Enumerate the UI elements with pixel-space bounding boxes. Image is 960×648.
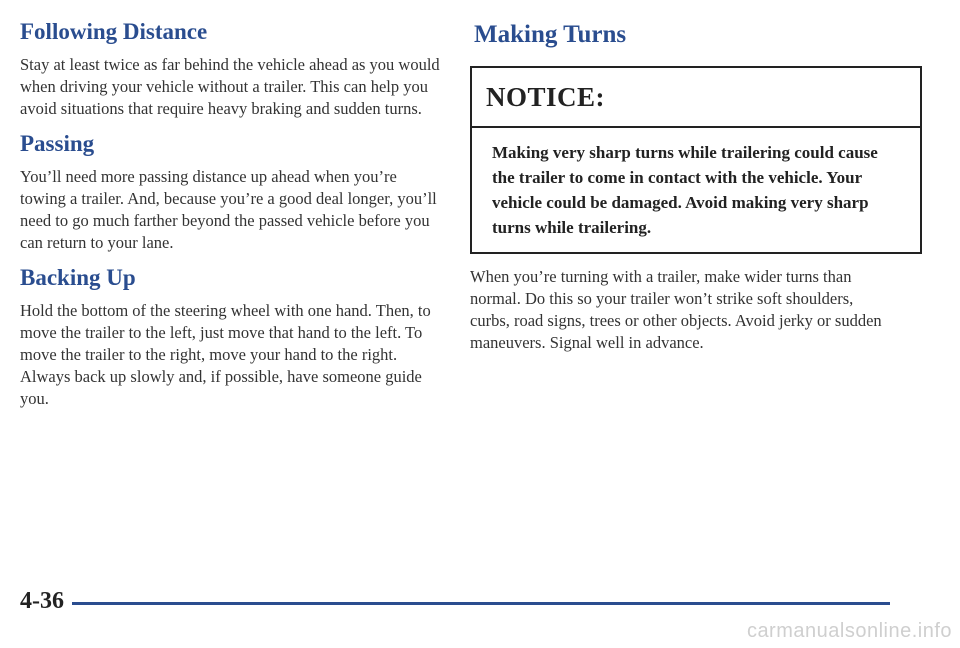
making-turns-text: When you’re turning with a trailer, make wider turns than normal. Do this so your trailer won’t strike soft shoulders, curbs, road signs, trees or other objects. Avoid jerky or sudden maneuvers. Signal well in advance. <box>470 267 882 352</box>
notice-header <box>472 68 920 128</box>
backing-up-section <box>20 264 440 410</box>
passing-section <box>20 130 440 254</box>
backing-up-heading: Backing Up <box>20 265 136 290</box>
notice-box <box>470 66 922 254</box>
making-turns-heading: Making Turns <box>474 21 627 48</box>
passing-heading: Passing <box>20 131 95 156</box>
passing-text: You’ll need more passing distance up ahead when you’re towing a trailer. And, because you’re a good deal longer, you’ll need to go much farther beyond the passed vehicle before you can return to your lane. <box>20 167 437 252</box>
following-distance-heading: Following Distance <box>20 19 208 44</box>
following-distance-section <box>20 18 440 120</box>
notice-body <box>472 128 920 252</box>
following-distance-text: Stay at least twice as far behind the vehicle ahead as you would when driving your vehicle without a trailer. This can help you avoid situations that require heavy braking and sudden turns. <box>20 55 440 118</box>
notice-label: NOTICE: <box>486 81 606 112</box>
backing-up-text: Hold the bottom of the steering wheel with one hand. Then, to move the trailer to the left, just move that hand to the left. To move the trailer to the right, move your hand to the right. Always back up slowly and, if possible, have someone guide you. <box>20 301 431 408</box>
left-column <box>20 18 440 420</box>
page-number: 4-36 <box>20 587 64 614</box>
page-footer <box>20 586 890 616</box>
watermark: carmanualsonline.info <box>746 620 952 642</box>
footer-rule <box>72 602 890 605</box>
right-column <box>470 18 890 364</box>
notice-text: Making very sharp turns while trailering could cause the trailer to come in contact with the vehicle. Your vehicle could be damaged. Avoid making very sharp turns while trailering. <box>492 143 878 237</box>
